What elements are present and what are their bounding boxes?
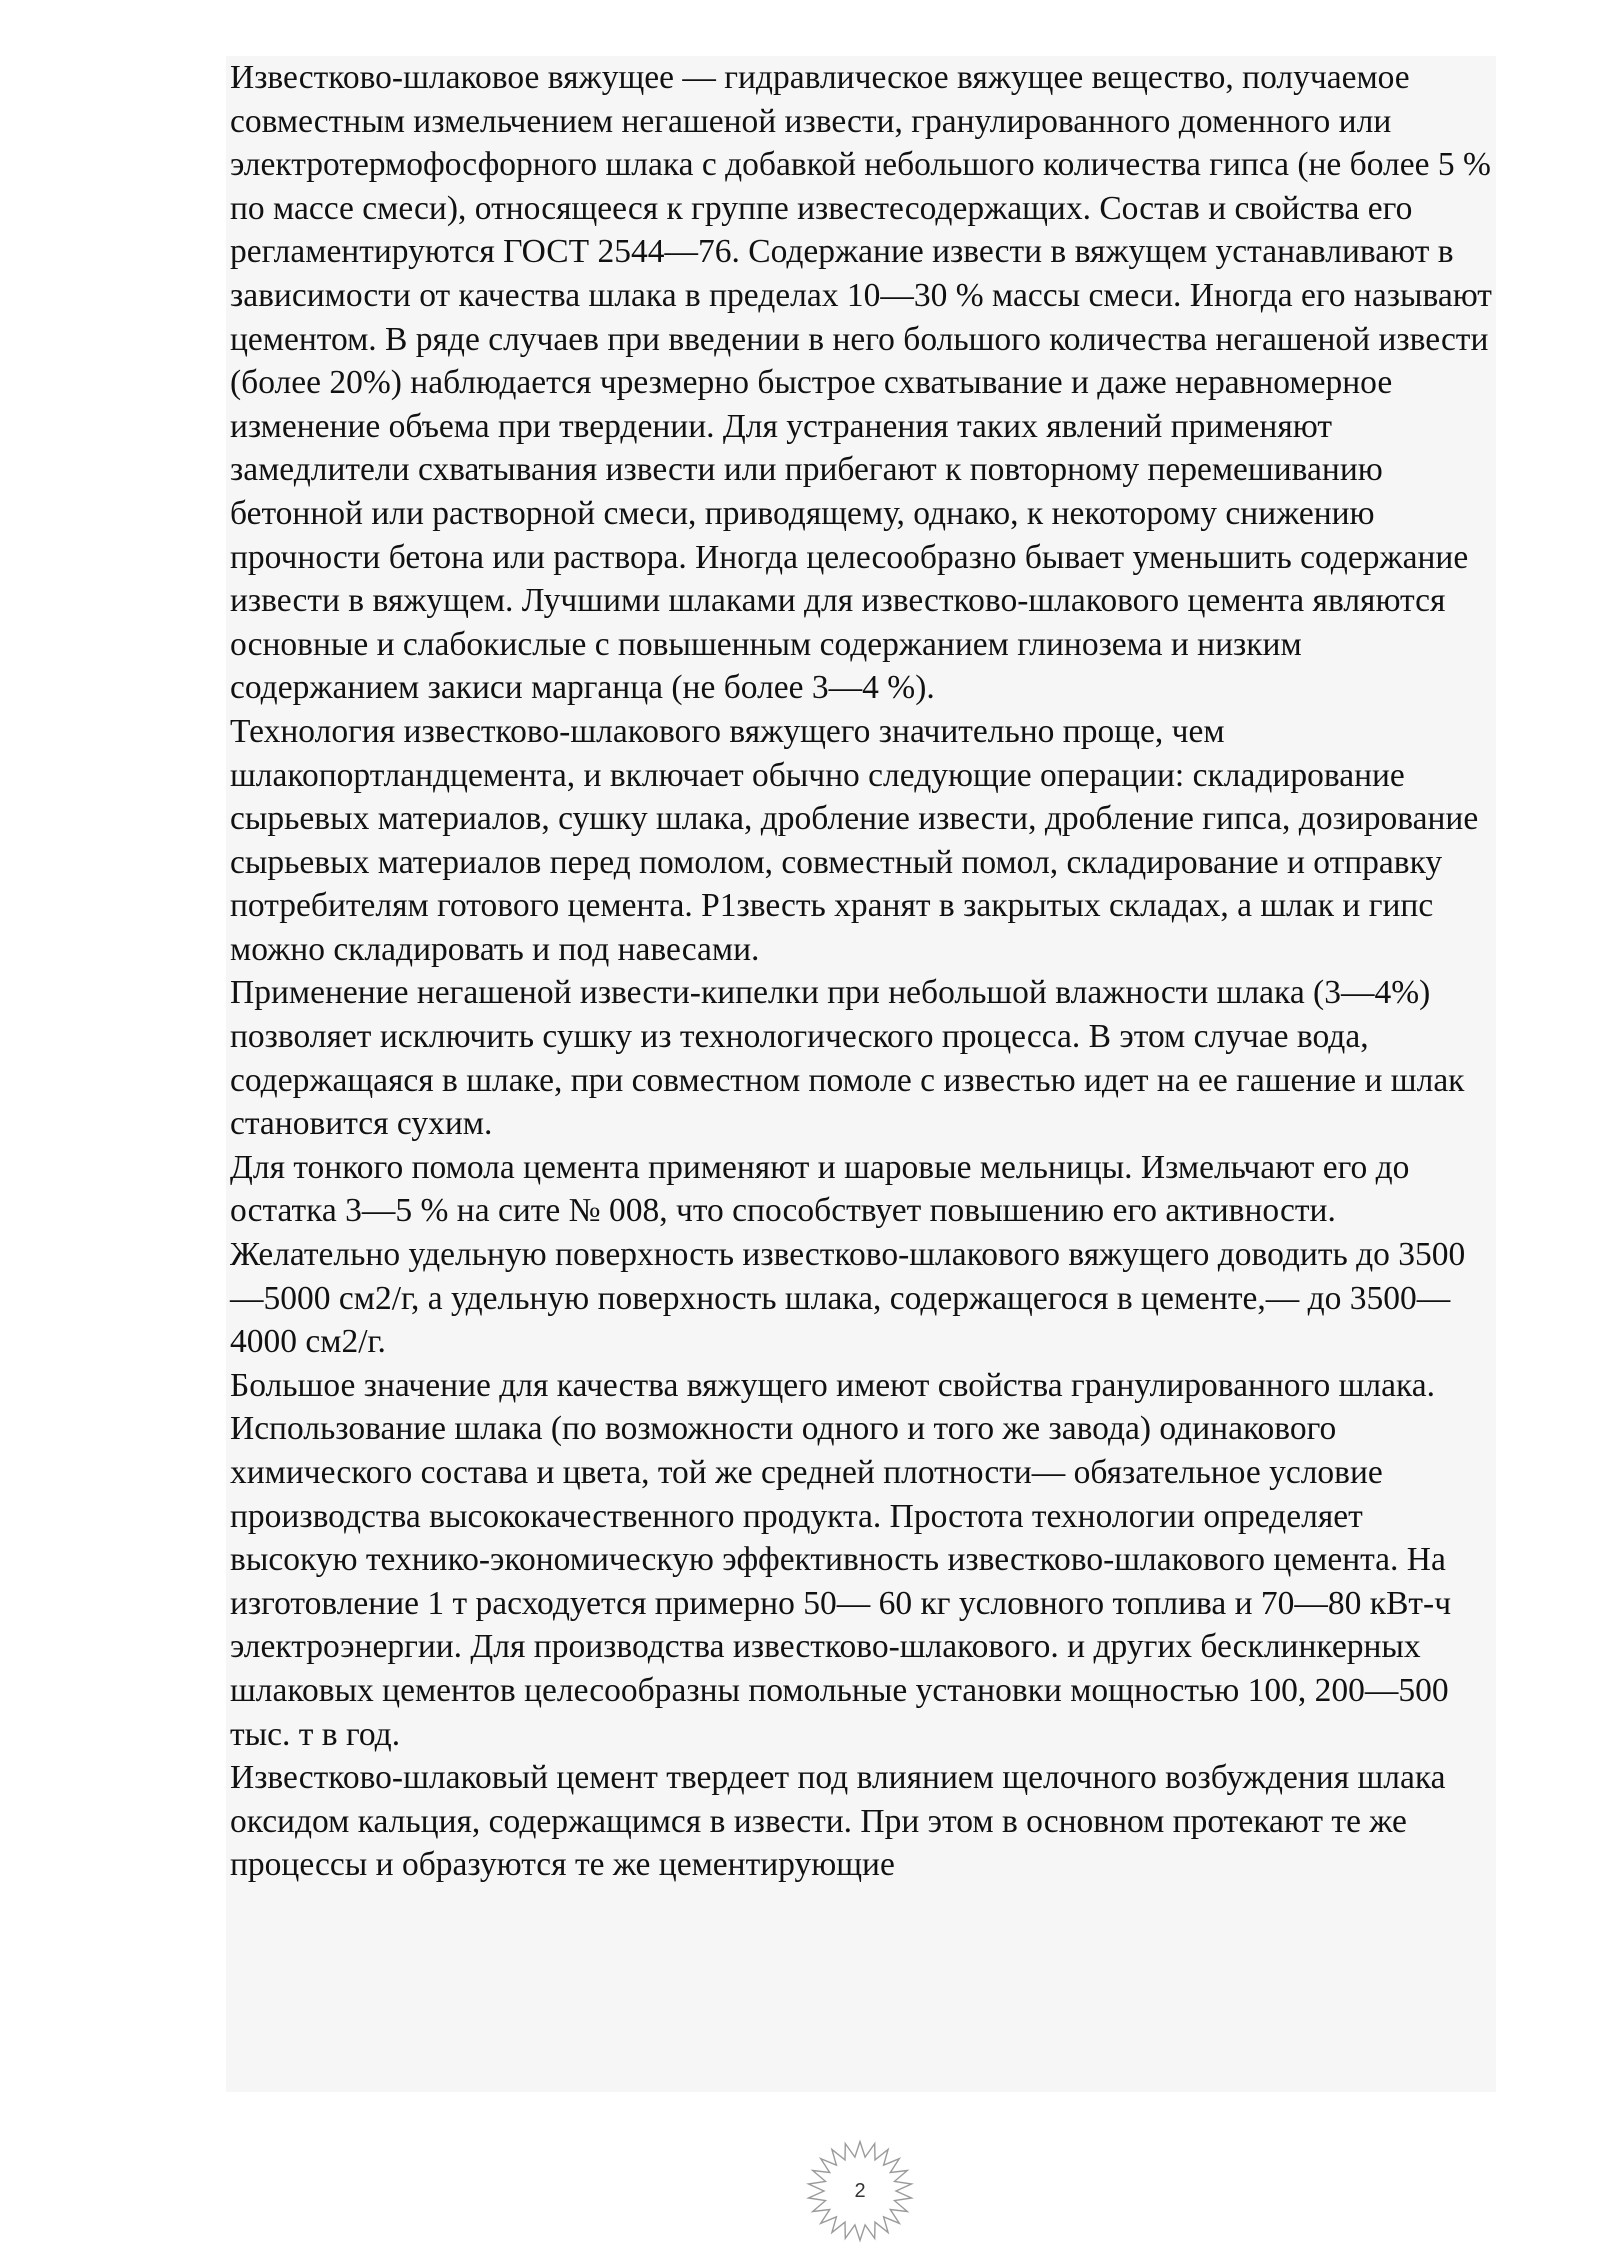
paragraph-quicklime-use: Применение негашеной извести-кипелки при небольшой влажности шлака (3—4%) позволяет исключить сушку из технологического процесса. В этом случае вода, содержащаяся в шлаке, при совместном помоле с известью идет на ее гашение и шлак становится сухим. <box>230 974 1465 1143</box>
page-number-badge <box>790 2136 930 2246</box>
paragraph-hardening: Известково-шлаковый цемент твердеет под влиянием щелочного возбуждения шлака оксидом кальция, содержащимся в извести. При этом в основном протекают те же процессы и образуются те же цементирующие <box>230 1759 1446 1884</box>
paragraph-fine-grinding: Для тонкого помола цемента применяют и шаровые мельницы. Измельчают его до остатка 3—5 % на сите № 008, что способствует повышению его активности. Желательно удельную поверхность известково-шлакового вяжущего доводить до 3500—5000 см2/г, а удельную поверхность шлака, содержащегося в цементе,— до 3500—4000 см2/г. <box>230 1148 1466 1361</box>
text-block <box>226 56 1496 2092</box>
paragraph-technology: Технология известково-шлакового вяжущего значительно проще, чем шлакопортландцемента, и включает обычно следующие операции: складирование сырьевых материалов, сушку шлака, дробление извести, дробление гипса, дозирование сырьевых материалов перед помолом, совместный помол, складирование и отправку потребителям готового цемента. Р1звесть хранят в закрытых складах, а шлак и гипс можно складировать и под навесами. <box>230 712 1479 968</box>
paragraph-lime-slag-binder-definition: Известково-шлаковое вяжущее — гидравлическое вяжущее вещество, получаемое совместным измельчением негашеной извести, гранулированного доменного или электротермофосфорного шлака с добавкой небольшого количества гипса (не более 5 % по массе смеси), относящееся к группе известесодержащих. Состав и свойства его регламентируются ГОСТ 2544—76. Содержание извести в вяжущем устанавливают в зависимости от качества шлака в пределах 10—30 % массы смеси. Иногда его называют цементом. В ряде случаев при введении в него большого количества негашеной извести (более 20%) наблюдается чрезмерно быстрое схватывание и даже неравномерное изменение объема при твердении. Для устранения таких явлений применяют замедлители схватывания извести или прибегают к повторному перемешиванию бетонной или растворной смеси, приводящему, однако, к некоторому снижению прочности бетона или раствора. Иногда целесообразно бывает уменьшить содержание извести в вяжущем. Лучшими шлаками для известково-шлакового цемента являются основные и слабокислые с повышенным содержанием глинозема и низким содержанием закиси марганца (не более 3—4 %). <box>230 59 1492 707</box>
paragraph-slag-quality: Большое значение для качества вяжущего имеют свойства гранулированного шлака. Использование шлака (по возможности одного и того же завода) одинакового химического состава и цвета, той же средней плотности— обязательное условие производства высококачественного продукта. Простота технологии определяет высокую технико-экономическую эффективность известково-шлакового цемента. На изготовление 1 т расходуется примерно 50— 60 кг условного топлива и 70—80 кВт-ч электроэнергии. Для производства известково-шлакового. и других бесклинкерных шлаковых цементов целесообразны помольные установки мощностью 100, 200—500 тыс. т в год. <box>230 1366 1452 1753</box>
text-body <box>230 56 1492 1887</box>
page-number: 2 <box>854 2180 866 2202</box>
